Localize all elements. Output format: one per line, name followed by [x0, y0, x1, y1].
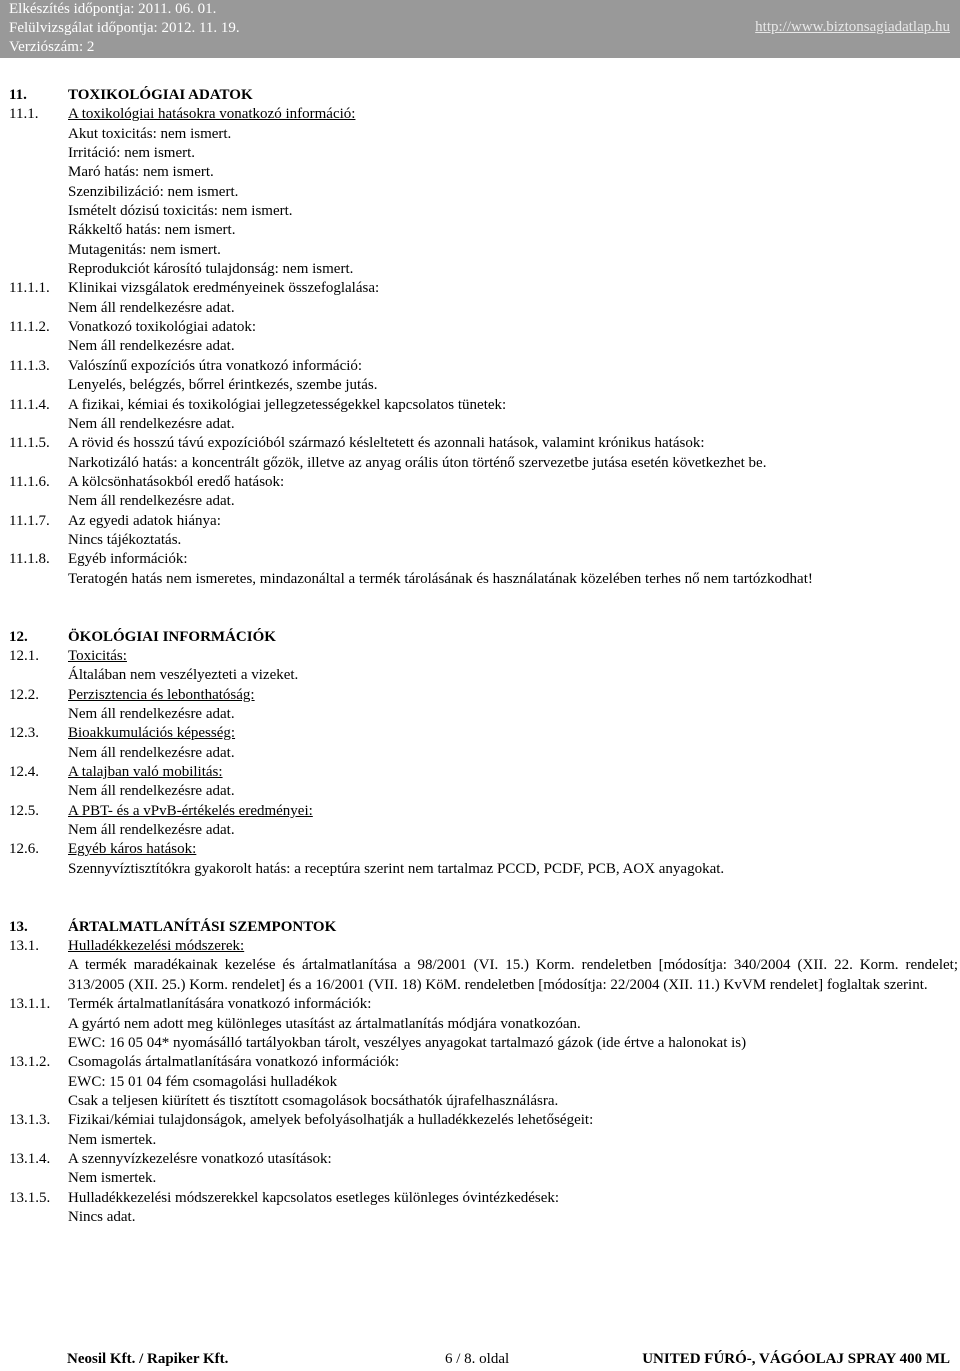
text-row [0, 376, 960, 395]
section-row [0, 512, 960, 531]
underlined-heading: Bioakkumulációs képesség: [68, 725, 236, 742]
section-number [0, 1015, 68, 1034]
section-number: 12.5. [9, 802, 39, 819]
section-text [68, 105, 960, 124]
section-text: Teratogén hatás nem ismeretes, mindazonáltal a termék tárolásának és használatának közelében terhes nő nem tartózkodhat! [68, 570, 813, 587]
section-number [0, 163, 68, 182]
section-number [0, 415, 68, 434]
section-text: ÁRTALMATLANÍTÁSI SZEMPONTOK [68, 918, 337, 935]
section-text: Hulladékkezelési módszerekkel kapcsolatos esetleges különleges óvintézkedések: [68, 1189, 560, 1206]
section-text: Szennyvíztisztítókra gyakorolt hatás: a receptúra szerint nem tartalmaz PCCD, PCDF, PCB, AOX anyagokat. [68, 860, 725, 877]
section-text: A kölcsönhatásokból eredő hatások: [68, 473, 285, 490]
section-number [0, 1034, 68, 1053]
section-text: Klinikai vizsgálatok eredményeinek összefoglalása: [68, 280, 380, 297]
section-number: 11.1.5. [9, 435, 50, 452]
section-text: Nem áll rendelkezésre adat. [68, 415, 235, 432]
section-number [0, 1169, 68, 1188]
text-row [0, 125, 960, 144]
document-header [0, 0, 960, 58]
footer-product-name: UNITED FÚRÓ-, VÁGÓOLAJ SPRAY 400 ML [642, 1351, 950, 1367]
section-text: Irritáció: nem ismert. [68, 145, 196, 162]
section-row [0, 686, 960, 705]
section-number: 12.6. [9, 841, 39, 858]
section-row [0, 840, 960, 859]
text-row [0, 860, 960, 879]
text-row [0, 1131, 960, 1150]
underlined-heading: Hulladékkezelési módszerek: [68, 938, 245, 955]
section-text: Narkotizáló hatás: a koncentrált gőzök, illetve az anyag orális úton történő szervezetbe jutása esetén következhet be. [68, 454, 767, 471]
section-number: 12. [9, 628, 28, 645]
section-text: Termék ártalmatlanítására vonatkozó információk: [68, 996, 372, 1013]
prepared-date: Elkészítés időpontja: 2011. 06. 01. [9, 1, 217, 17]
section-number [0, 666, 68, 685]
section-row [0, 724, 960, 743]
section-row [0, 1053, 960, 1072]
footer-page-number: 6 / 8. oldal [445, 1351, 510, 1367]
section-text: Nem áll rendelkezésre adat. [68, 299, 235, 316]
section-number: 11.1. [9, 106, 39, 123]
text-row [0, 183, 960, 202]
section-number: 11.1.4. [9, 396, 50, 413]
section-number: 13.1. [9, 938, 39, 955]
section-text: Általában nem veszélyezteti a vizeket. [68, 667, 299, 684]
text-row [0, 1015, 960, 1034]
section-text: Egyéb információk: [68, 551, 188, 568]
section-text: Lenyelés, belégzés, bőrrel érintkezés, szembe jutás. [68, 377, 378, 394]
text-row [0, 1208, 960, 1227]
text-row [0, 1169, 960, 1188]
text-row [0, 821, 960, 840]
section-text: Nem áll rendelkezésre adat. [68, 822, 235, 839]
section-number [0, 376, 68, 395]
section-text: Nem áll rendelkezésre adat. [68, 744, 235, 761]
section-text: Nem áll rendelkezésre adat. [68, 783, 235, 800]
section-number [0, 221, 68, 240]
section-row [0, 550, 960, 569]
text-row [0, 337, 960, 356]
section-text: TOXIKOLÓGIAI ADATOK [68, 87, 253, 103]
section-number [0, 744, 68, 763]
section-number [0, 299, 68, 318]
text-row [0, 144, 960, 163]
section-row [0, 357, 960, 376]
section-number [0, 144, 68, 163]
section-row [0, 279, 960, 298]
underlined-heading: A talajban való mobilitás: [68, 764, 223, 781]
text-row [0, 415, 960, 434]
review-date: Felülvizsgálat időpontja: 2012. 11. 19. [9, 20, 240, 36]
underlined-heading: Perzisztencia és lebonthatóság: [68, 686, 255, 703]
section-number: 13. [9, 918, 28, 935]
section-number [0, 260, 68, 279]
section-row [0, 647, 960, 666]
section-text: Szenzibilizáció: nem ismert. [68, 183, 239, 200]
section-number [0, 202, 68, 221]
text-row [0, 744, 960, 763]
section-number: 12.2. [9, 686, 39, 703]
section-row [0, 995, 960, 1014]
text-row [0, 241, 960, 260]
text-row [0, 163, 960, 182]
text-row [0, 202, 960, 221]
section-text: Nincs tájékoztatás. [68, 531, 182, 548]
text-row [0, 260, 960, 279]
section-text: Nincs adat. [68, 1208, 136, 1225]
section-number [0, 821, 68, 840]
section-text: Mutagenitás: nem ismert. [68, 241, 221, 258]
section-text: A gyártó nem adott meg különleges utasítást az ártalmatlanítás módjára vonatkozóan. [68, 1015, 581, 1032]
section-text: Nem ismertek. [68, 1170, 157, 1187]
section-text: Nem áll rendelkezésre adat. [68, 493, 235, 510]
section-number: 12.4. [9, 764, 39, 781]
section-number: 13.1.2. [9, 1054, 51, 1071]
blank-line [0, 898, 960, 917]
section-number: 11.1.3. [9, 357, 50, 374]
section-text: EWC: 16 05 04* nyomásálló tartályokban tárolt, veszélyes anyagokat tartalmazó gázok (ide értve a halonokat is) [68, 1034, 747, 1051]
section-number [0, 241, 68, 260]
section-number: 13.1.5. [9, 1189, 51, 1206]
section-text [68, 686, 960, 705]
section-text [68, 802, 960, 821]
section-number: 12.1. [9, 647, 39, 664]
section-number [0, 570, 68, 589]
section-row [0, 105, 960, 124]
text-row [0, 666, 960, 685]
section-row [0, 1111, 960, 1130]
text-row [0, 705, 960, 724]
document-footer [0, 1348, 960, 1370]
underlined-heading: A toxikológiai hatásokra vonatkozó információ: [68, 106, 356, 123]
section-text: Nem ismertek. [68, 1131, 157, 1148]
section-row [0, 628, 960, 647]
section-number [0, 454, 68, 473]
underlined-heading: A PBT- és a vPvB-értékelés eredményei: [68, 802, 313, 819]
section-text [68, 647, 960, 666]
section-number [0, 1131, 68, 1150]
section-number [0, 337, 68, 356]
blank-line [0, 879, 960, 898]
section-text: Vonatkozó toxikológiai adatok: [68, 319, 257, 336]
section-text: Rákkeltő hatás: nem ismert. [68, 222, 236, 239]
section-text: Az egyedi adatok hiánya: [68, 512, 221, 529]
section-text: Nem áll rendelkezésre adat. [68, 338, 235, 355]
section-number: 11.1.6. [9, 473, 50, 490]
section-number: 12.3. [9, 725, 39, 742]
section-text: Csak a teljesen kiürített és tisztított csomagolások bocsáthatók újrafelhasználásra. [68, 1092, 559, 1109]
section-text [68, 763, 960, 782]
text-row [0, 299, 960, 318]
section-number [0, 1073, 68, 1092]
section-number [0, 782, 68, 801]
section-text [68, 937, 960, 956]
version-number: Verziószám: 2 [9, 39, 95, 55]
text-row [0, 1073, 960, 1092]
section-text [68, 724, 960, 743]
section-text: A rövid és hosszú távú expozícióból származó késleltetett és azonnali hatások, valamint krónikus hatások: [68, 435, 705, 452]
section-row [0, 434, 960, 453]
website-link[interactable]: http://www.biztonsagiadatlap.hu [755, 19, 950, 35]
section-text: Maró hatás: nem ismert. [68, 164, 214, 181]
section-row [0, 937, 960, 956]
section-row [0, 318, 960, 337]
section-number [0, 1092, 68, 1111]
section-row [0, 396, 960, 415]
section-row [0, 1150, 960, 1169]
text-row [0, 221, 960, 240]
section-number [0, 705, 68, 724]
underlined-heading: Toxicitás: [68, 647, 127, 664]
section-number: 11. [9, 87, 27, 103]
section-text: Csomagolás ártalmatlanítására vonatkozó információk: [68, 1054, 400, 1071]
section-number: 13.1.3. [9, 1112, 51, 1129]
blank-line [0, 589, 960, 608]
section-number: 11.1.8. [9, 551, 50, 568]
section-number [0, 1208, 68, 1227]
section-text [68, 840, 960, 859]
text-row [0, 1034, 960, 1053]
section-row [0, 1189, 960, 1208]
section-text: Fizikai/kémiai tulajdonságok, amelyek befolyásolhatják a hulladékkezelés lehetőségeit: [68, 1112, 594, 1129]
section-number [0, 956, 68, 995]
text-row [0, 782, 960, 801]
section-row [0, 473, 960, 492]
section-number: 13.1.4. [9, 1150, 51, 1167]
text-row [0, 570, 960, 589]
section-text: A szennyvízkezelésre vonatkozó utasítások: [68, 1150, 332, 1167]
text-row [0, 1092, 960, 1111]
section-text: A termék maradékainak kezelése és ártalmatlanítása a 98/2001 (VI. 15.) Korm. rendeletben [módosítja: 340/2004 (XII. 22. Korm. rendelet; 313/2005 (XII. 25.) Korm. rendelet] és a 16/2001 (VII. 18) KöM. rendeletben [módosítja: 22/2004 (XII. 11.) KvVM rendelet] foglaltak szerint. [68, 957, 958, 993]
blank-line [0, 608, 960, 627]
section-text: Akut toxicitás: nem ismert. [68, 125, 232, 142]
section-text: Reprodukciót károsító tulajdonság: nem ismert. [68, 261, 354, 278]
document-body [0, 86, 960, 1227]
section-number: 11.1.1. [9, 280, 50, 297]
section-number [0, 183, 68, 202]
section-text: A fizikai, kémiai és toxikológiai jellegzetességekkel kapcsolatos tünetek: [68, 396, 507, 413]
underlined-heading: Egyéb káros hatások: [68, 841, 197, 858]
section-text: EWC: 15 01 04 fém csomagolási hulladékok [68, 1073, 338, 1090]
text-row [0, 956, 960, 995]
section-row [0, 86, 960, 105]
section-number [0, 531, 68, 550]
section-row [0, 763, 960, 782]
section-text: Nem áll rendelkezésre adat. [68, 706, 235, 722]
section-row [0, 918, 960, 937]
text-row [0, 454, 960, 473]
section-row [0, 802, 960, 821]
section-number [0, 860, 68, 879]
footer-company: Neosil Kft. / Rapiker Kft. [67, 1351, 229, 1367]
section-text: ÖKOLÓGIAI INFORMÁCIÓK [68, 628, 276, 645]
section-number: 11.1.2. [9, 319, 50, 336]
section-text: Ismételt dózisú toxicitás: nem ismert. [68, 203, 293, 220]
section-text: Valószínű expozíciós útra vonatkozó információ: [68, 357, 363, 374]
section-number: 13.1.1. [9, 996, 51, 1013]
section-number: 11.1.7. [9, 512, 50, 529]
section-number [0, 125, 68, 144]
text-row [0, 492, 960, 511]
text-row [0, 531, 960, 550]
section-number [0, 492, 68, 511]
